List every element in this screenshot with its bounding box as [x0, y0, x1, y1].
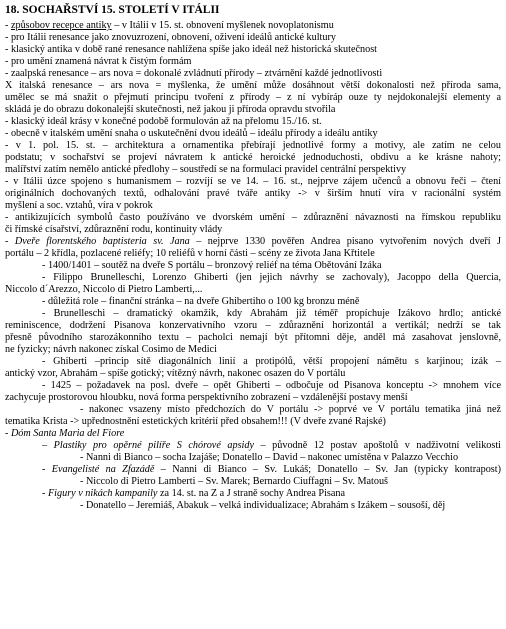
line-text: originálních dochovaných textů, odhalování pravé tváře antiky -> v širším hnutí víra v racionální systém — [5, 188, 501, 199]
line-text: za 14. st. na Z a J straně sochy Andrea Pisana — [157, 488, 346, 499]
line-text: přesně původního starozákonního textu – pacholci nemají být přítomni děje, anděl má zasahovat jenslovně, — [5, 332, 501, 343]
text-line — [80, 476, 504, 488]
text-line — [5, 20, 504, 32]
line-text: – Nanni di Bianco – Sv. Lukáš; Donatello – Sv. Jan (typicky kontrapost) — [154, 464, 501, 475]
text-line — [5, 332, 501, 344]
text-line — [5, 392, 504, 404]
line-prefix: - — [42, 464, 52, 475]
text-line — [5, 92, 501, 104]
text-line — [42, 272, 501, 284]
text-line — [42, 356, 501, 368]
text-line — [42, 440, 501, 452]
text-line — [42, 488, 504, 500]
line-text: - Brunelleschi – dramatický okamžik, kdy Abrahám již téměř propíchuje Izákovo hrdlo; antické — [42, 308, 501, 319]
text-line — [5, 56, 504, 68]
line-text: - 1400/1401 – soutěž na dveře S portálu – bronzový reliéf na téma Obětování Izáka — [42, 260, 382, 271]
text-line — [42, 260, 504, 272]
text-line — [5, 248, 504, 260]
text-line — [42, 296, 504, 308]
line-text: - antikizujících symbolů často používáno ve dvorském umění – zdůraznění návaznosti na římskou republiku — [5, 212, 501, 223]
line-text: - Ghiberti –princip sítě diagonálních linií a protipólů, větší propojení námětu s karjinou; izák – — [42, 356, 501, 367]
italic-heading: Dóm Santa Maria del Fiore — [10, 428, 125, 439]
text-line — [5, 200, 504, 212]
text-line — [5, 224, 504, 236]
line-prefix: - — [5, 428, 11, 439]
text-line — [5, 188, 501, 200]
line-text: umělec se má snažit o přejmutí principu tvoření z přírody – z ní vybíráp ouze ty nejdokonalejší elementy a — [5, 92, 501, 103]
text-line — [5, 152, 501, 164]
line-text: X italská renesance – ars nova = myšlenka, že umění může dosáhnout větší dokonalosti než příroda sama, — [5, 80, 501, 91]
line-text: – nejprve 1330 pověřen Andrea pisano vytvořením nových dveří J — [189, 236, 501, 247]
line-text: myšlení a soc. vztahů, víra v pokrok — [5, 200, 153, 211]
line-text: Niccolo d´Arezzo, Niccolo di Pietro Lamberti,... — [5, 284, 203, 295]
text-line — [5, 428, 504, 440]
line-text: ne fyzicky; návrh nakonec získal Cosimo de Medici — [5, 344, 217, 355]
line-text: - důležitá role – finanční stránka – na dveře Ghibertiho o 100 kg bronzu méně — [42, 296, 360, 307]
text-line — [5, 44, 504, 56]
text-line — [80, 500, 504, 512]
text-line — [42, 380, 501, 392]
line-text: podstatu; v sochařství se projeví návratem k antické heroické jednoduchosti, obdivu a ke krásne nahoty; — [5, 152, 501, 163]
line-text: – původně 12 postav apoštolů v nadživotní velikosti — [253, 440, 501, 451]
line-text: - Filippo Brunelleschi, Lorenzo Ghiberti (jen jejich návrhy se zachovaly), Jacoppo della Quercia, — [42, 272, 501, 283]
line-text: tematika Krista -> upřednostnění estetických kritérií před obsahem!!! (V dveře zvané Rajské) — [5, 416, 386, 427]
line-prefix: - — [42, 488, 48, 499]
italic-heading: Dveře florentského baptisteria sv. Jana — [14, 236, 190, 247]
document-title: 18. SOCHAŘSTVÍ 15. STOLETÍ V ITÁLII — [5, 4, 220, 16]
text-line — [5, 104, 504, 116]
line-text: skládá je do obrazu dokonalejší skutečnosti, než jakou ji příroda opravdu stvořila — [5, 104, 336, 115]
line-text: - Niccolo di Pietro Lamberti – Sv. Marek; Bernardo Ciuffagni – Sv. Matouš — [80, 476, 389, 487]
line-prefix: - — [5, 20, 11, 31]
text-line — [5, 164, 504, 176]
text-line — [5, 32, 504, 44]
text-line — [5, 320, 501, 332]
line-text: reminiscence, dodržení Pisanova konzervativního vzoru – zdůraznění horizontál a vertikál; nedrží se tak — [5, 320, 501, 331]
line-text: - klasický antika v době rané renesance nahlížena spíše jako ideál než historická skutečnost — [5, 44, 377, 55]
line-text: - nakonec vsazeny místo předchozích do V portálu -> poprvé ve V portálu tematika jiná než — [80, 404, 501, 415]
line-text: či římské císařství, zdůraznění rodu, kontinuity vlády — [5, 224, 223, 235]
line-text: - obecně v italském umění snaha o uskutečnění dvou ideálů – ideálu přírody a ideálu antiky — [5, 128, 378, 139]
line-text: – v Itálii v 15. st. obnovení myšlenek novoplatonismu — [111, 20, 334, 31]
line-text: - pro Itálii renesance jako znovuzrození, obnovení, oživení ideálů antické kultury — [5, 32, 336, 43]
italic-heading: Plastiky pro opěrné pilíře S chórové apsidy — [53, 440, 254, 451]
line-text: portálu – 2 křídla, pozlacené reliéfy; 10 reliéfů v horní části – scény ze života Jana Křtitele — [5, 248, 375, 259]
text-line — [80, 452, 504, 464]
text-line — [5, 344, 504, 356]
text-line — [42, 308, 501, 320]
text-line — [80, 404, 501, 416]
line-prefix: – — [42, 440, 54, 451]
text-line — [5, 416, 504, 428]
line-text: - pro umění znamená návrat k čistým formám — [5, 56, 192, 67]
line-text: antický vzor, Abrahám – spíše gotický; vítězný návrh, nakonec osazen do V portálu — [5, 368, 346, 379]
line-text: - v Itálii úzce spojeno s humanismem – rozvíjí se ve 14. – 16. st., nejprve zájem učenců a obnovu řeči – čtení — [5, 176, 501, 187]
italic-heading: Figury v nikách kampanily — [47, 488, 158, 499]
text-line — [42, 464, 501, 476]
italic-heading: Evangelisté na Zfazádě — [51, 464, 155, 475]
underlined-term: způsobov recepce antiky — [10, 20, 112, 31]
line-text: - 1425 – požadavek na posl. dveře – opět Ghiberti – odbočuje od Pisanova konceptu -> mnohem více — [42, 380, 501, 391]
line-prefix: - — [5, 236, 15, 247]
line-text: - zaalpská renesance – ars nova = dokonalé zvládnutí přírody – ztvárnění každé jednotlivosti — [5, 68, 383, 79]
line-text: zachycuje prostorovou hloubku, nová forma perspektivního zobrazení – vzdálenější postavy menší — [5, 392, 408, 403]
line-text: malířství zatím nemělo antické předlohy – soustředí se na formulaci pravidel centrální perspektivy — [5, 164, 407, 175]
text-line — [5, 176, 501, 188]
text-line — [5, 284, 504, 296]
text-line — [5, 212, 501, 224]
text-line — [5, 68, 504, 80]
text-line — [5, 80, 501, 92]
line-text: - Donatello – Jeremiáš, Abakuk – velká individualizace; Abrahám s Izákem – sousoší, děj — [80, 500, 446, 511]
line-text: - klasický ideál krásy v konečné podobě formulován až na přelomu 15./16. st. — [5, 116, 322, 127]
line-text: - Nanni di Bianco – socha Izajáše; Donatello – David – nakonec umístěna v Palazzo Vecchio — [80, 452, 459, 463]
text-line — [5, 128, 504, 140]
text-line — [5, 140, 501, 152]
text-line — [5, 236, 501, 248]
line-text: - v 1. pol. 15. st. – architektura a ornamentika přebírají jednotlivé formy a motivy, ale zatím ne celou — [5, 140, 501, 151]
text-line — [5, 116, 504, 128]
text-line — [5, 368, 504, 380]
